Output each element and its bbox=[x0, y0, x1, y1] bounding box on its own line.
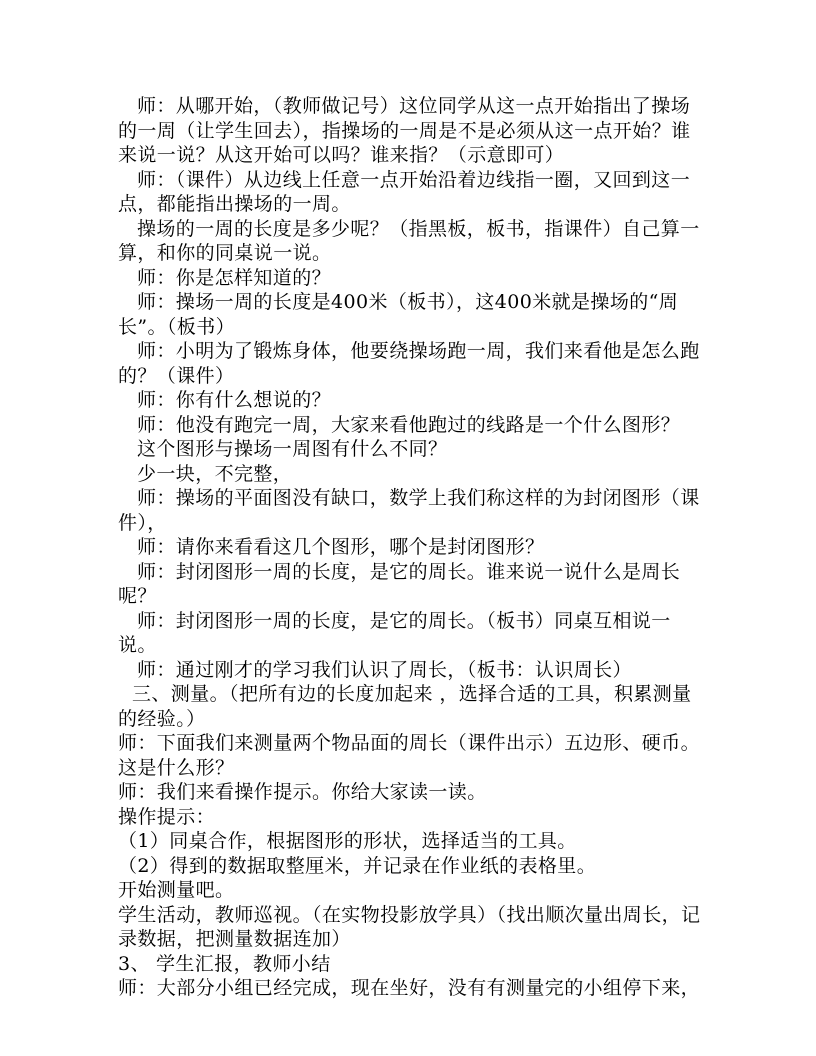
paragraph: 师：封闭图形一周的长度，是它的周长。谁来说一说什么是周长呢？ bbox=[118, 560, 681, 607]
paragraph: 师：你是怎样知道的？ bbox=[137, 266, 332, 289]
section-heading: 三、测量。（把所有边的长度加起来 ，选择合适的工具，积累测量的经验。） bbox=[118, 683, 692, 730]
paragraph: 操作提示： bbox=[118, 805, 216, 828]
paragraph: 师：从哪开始，（教师做记号）这位同学从这一点开始指出了操场的一周（让学生回去），指操场的一周是不是必须从这一点开始？谁来说一说？从这开始可以吗？谁来指？（示意即可） bbox=[118, 95, 691, 166]
paragraph: 少一块，不完整， bbox=[137, 462, 293, 485]
paragraph: 操场的一周的长度是多少呢？（指黑板，板书，指课件）自己算一算，和你的同桌说一说。 bbox=[118, 217, 700, 264]
section-heading bbox=[118, 952, 703, 977]
paragraph: 开始测量吧。 bbox=[118, 879, 235, 901]
paragraph: 师：通过刚才的学习我们认识了周长，（板书：认识周长） bbox=[137, 658, 632, 681]
paragraph: 师：封闭图形一周的长度，是它的周长。（板书）同桌互相说一说。 bbox=[118, 609, 671, 656]
document-page bbox=[118, 94, 703, 1001]
paragraph: 学生活动，教师巡视。（在实物投影放学具）（找出顺次量出周长，记录数据，把测量数据连加） bbox=[118, 903, 701, 950]
paragraph: 这个图形与操场一周图有什么不同？ bbox=[137, 438, 448, 460]
section-title: 学生汇报，教师小结 bbox=[156, 952, 331, 975]
list-item: （1）同桌合作，根据图形的形状，选择适当的工具。 bbox=[118, 830, 577, 852]
paragraph: 师：操场一周的长度是400米（板书），这400米就是操场的“周长”。（板书） bbox=[118, 291, 679, 338]
paragraph: 师：（课件）从边线上任意一点开始沿着边线指一圈，又回到这一点，都能指出操场的一周。 bbox=[118, 168, 691, 215]
section-number: 3、 bbox=[118, 952, 150, 975]
list-item: （2）得到的数据取整厘米，并记录在作业纸的表格里。 bbox=[118, 854, 597, 877]
paragraph: 师：大部分小组已经完成，现在坐好，没有有测量完的小组停下来， bbox=[118, 977, 701, 999]
paragraph: 师：小明为了锻炼身体，他要绕操场跑一周，我们来看他是怎么跑的？（课件） bbox=[118, 340, 700, 387]
paragraph: 师：你有什么想说的？ bbox=[137, 389, 332, 411]
paragraph: 师：请你来看看这几个图形，哪个是封闭图形？ bbox=[137, 536, 545, 558]
paragraph: 师：操场的平面图没有缺口，数学上我们称这样的为封闭图形（课件）， bbox=[118, 487, 700, 534]
paragraph: 师：他没有跑完一周，大家来看他跑过的线路是一个什么图形？ bbox=[137, 413, 681, 436]
paragraph: 师：我们来看操作提示。你给大家读一读。 bbox=[118, 781, 487, 803]
paragraph: 师：下面我们来测量两个物品面的周长（课件出示）五边形、硬币。这是什么形？ bbox=[118, 732, 701, 779]
